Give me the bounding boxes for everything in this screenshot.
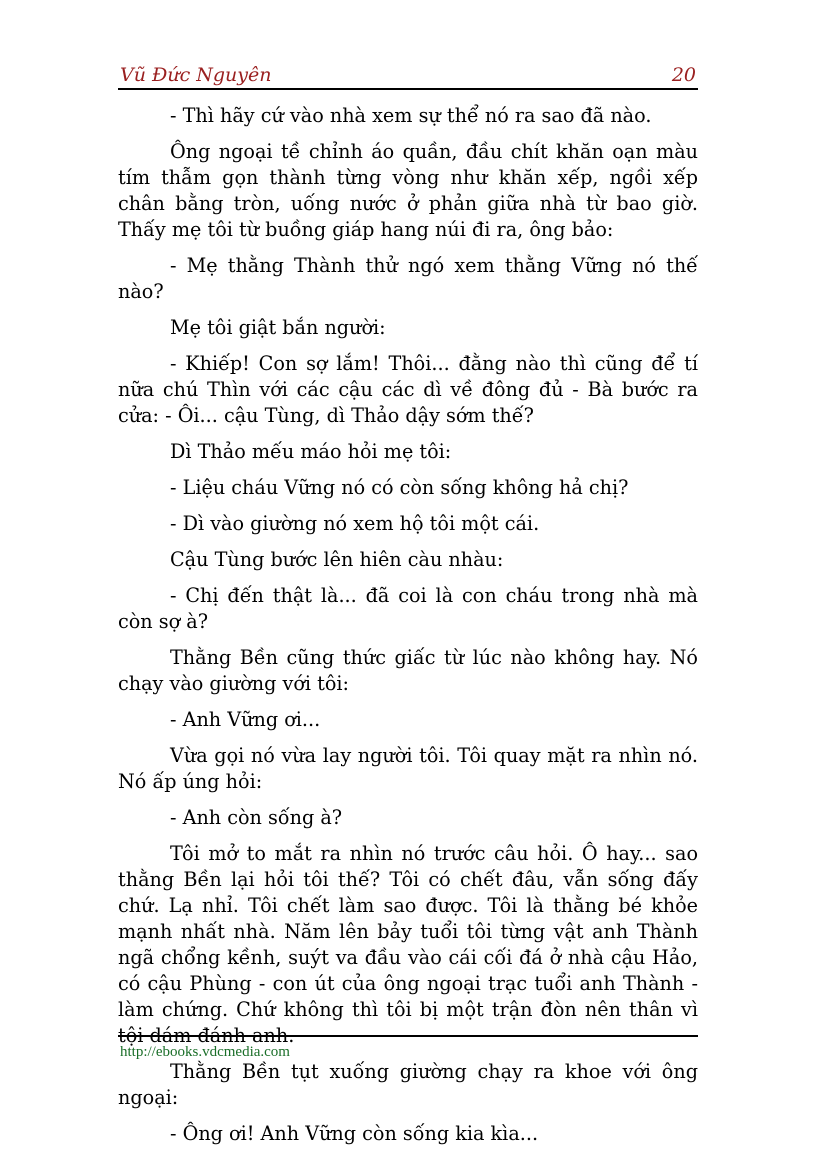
paragraph: Thằng Bền tụt xuống giường chạy ra khoe với ông ngoại: bbox=[118, 1060, 698, 1109]
paragraph: Ông ngoại tề chỉnh áo quần, đầu chít khăn oạn màu tím thẫm gọn thành từng vòng như khăn xếp, ngồi xếp chân bằng tròn, uống nước ở phản giữa nhà từ bao giờ. Thấy mẹ tôi từ buồng giáp hang núi đi ra, ông bảo: bbox=[118, 140, 698, 241]
paragraph: - Dì vào giường nó xem hộ tôi một cái. bbox=[170, 512, 540, 535]
page-header bbox=[118, 62, 698, 90]
paragraph: - Anh còn sống à? bbox=[170, 806, 343, 829]
paragraph: Cậu Tùng bước lên hiên càu nhàu: bbox=[170, 548, 504, 571]
paragraph: - Ông ơi! Anh Vững còn sống kia kìa... bbox=[170, 1122, 539, 1145]
footer-divider bbox=[118, 1035, 698, 1037]
paragraph: - Chị đến thật là... đã coi là con cháu trong nhà mà còn sợ à? bbox=[118, 584, 698, 633]
body-text bbox=[118, 103, 698, 1157]
paragraph: - Mẹ thằng Thành thử ngó xem thằng Vững nó thế nào? bbox=[118, 254, 698, 303]
paragraph: Vừa gọi nó vừa lay người tôi. Tôi quay mặt ra nhìn nó. Nó ấp úng hỏi: bbox=[118, 744, 698, 793]
paragraph: Mẹ tôi giật bắn người: bbox=[170, 316, 386, 339]
paragraph: - Thì hãy cứ vào nhà xem sự thể nó ra sao đã nào. bbox=[170, 104, 652, 127]
footer-link[interactable]: http://ebooks.vdcmedia.com bbox=[120, 1044, 290, 1060]
author-name: Vũ Đức Nguyên bbox=[120, 64, 272, 86]
paragraph: - Anh Vững ơi... bbox=[170, 708, 321, 731]
paragraph: - Liệu cháu Vững nó có còn sống không hả chị? bbox=[170, 476, 629, 499]
paragraph: Tôi mở to mắt ra nhìn nó trước câu hỏi. Ô hay... sao thằng Bền lại hỏi tôi thế? Tôi có chết đâu, vẫn sống đấy chứ. Lạ nhỉ. Tôi chết làm sao được. Tôi là thằng bé khỏe mạnh nhất nhà. Năm lên bảy tuổi tôi từng vật anh Thành ngã chổng kềnh, suýt va đầu vào cái cối đá ở nhà cậu Hảo, có cậu Phùng - con út của ông ngoại trạc tuổi anh Thành - làm chứng. Chứ không thì tôi bị một trận đòn nên thân vì tội dám đánh anh. bbox=[118, 842, 698, 1047]
paragraph: Dì Thảo mếu máo hỏi mẹ tôi: bbox=[170, 440, 452, 463]
page-number: 20 bbox=[671, 64, 696, 86]
paragraph: Thằng Bền cũng thức giấc từ lúc nào không hay. Nó chạy vào giường với tôi: bbox=[118, 646, 698, 695]
paragraph: - Khiếp! Con sợ lắm! Thôi... đằng nào thì cũng để tí nữa chú Thìn với các cậu các dì về đông đủ - Bà bước ra cửa: - Ôi... cậu Tùng, dì Thảo dậy sớm thế? bbox=[118, 352, 698, 427]
